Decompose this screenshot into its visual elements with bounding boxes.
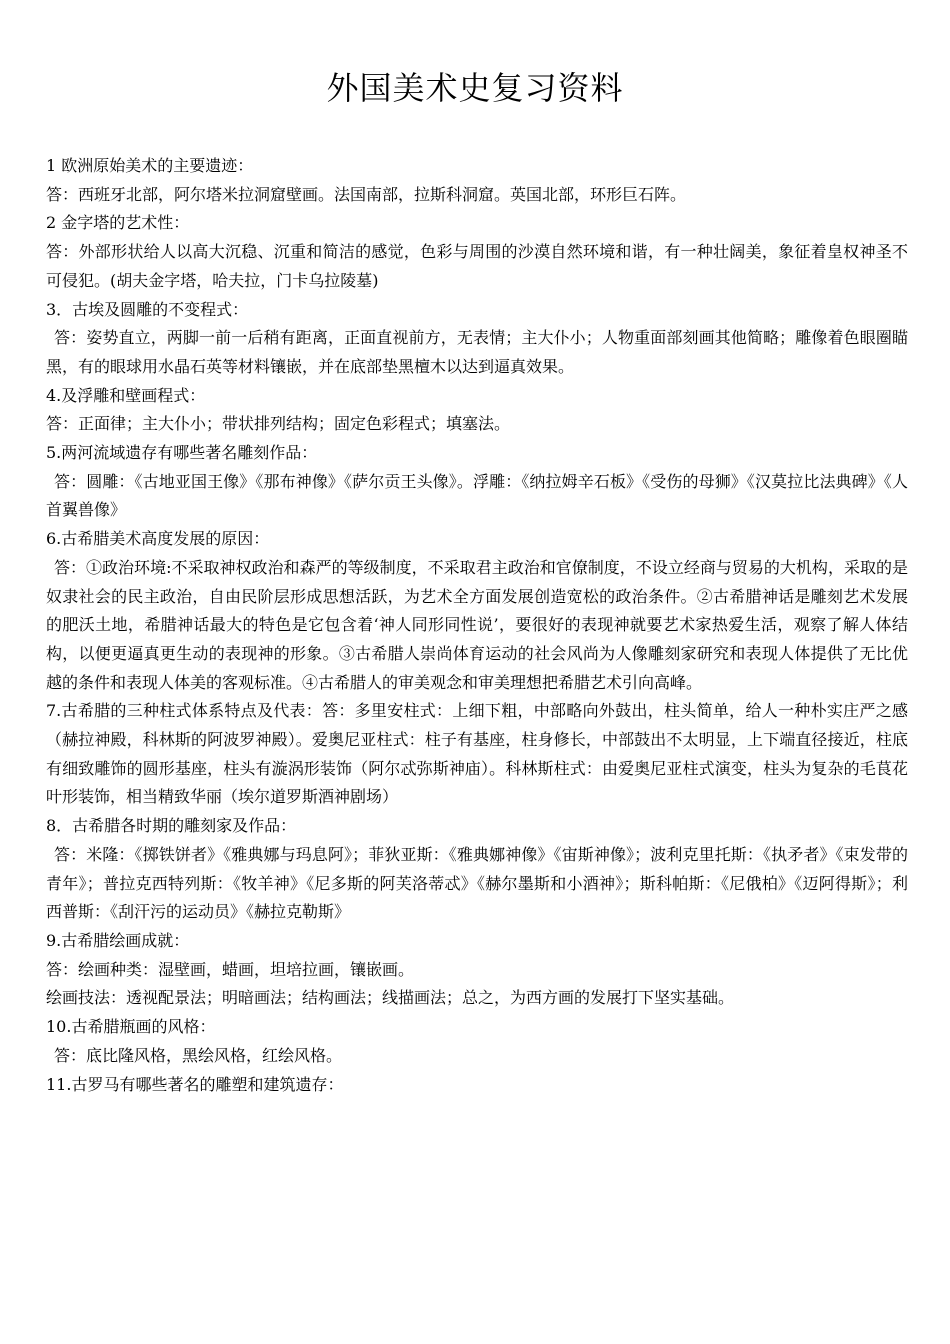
question-11-heading: 11.古罗马有哪些著名的雕塑和建筑遗存：	[46, 1074, 344, 1094]
answer-9-techniques: 绘画技法：透视配景法；明暗画法；结构画法；线描画法；总之，为西方画的发展打下坚实基础。	[46, 988, 735, 1008]
question-5-heading: 5.两河流域遗存有哪些著名雕刻作品：	[46, 443, 318, 463]
answer-2: 答：外部形状给人以高大沉稳、沉重和简洁的感觉，色彩与周围的沙漠自然环境和谐，有一种壮阔美，象征着皇权神圣不可侵犯。(胡夫金字塔，哈夫拉，门卡乌拉陵墓)	[46, 242, 908, 290]
question-2-heading: 2 金字塔的艺术性：	[46, 213, 190, 233]
question-9-heading: 9.古希腊绘画成就：	[46, 930, 190, 950]
question-10-heading: 10.古希腊瓶画的风格：	[46, 1017, 216, 1037]
answer-5: 答：圆雕：《古地亚国王像》《那布神像》《萨尔贡王头像》。浮雕：《纳拉姆辛石板》《受伤的母狮》《汉莫拉比法典碑》《人首翼兽像》	[46, 471, 908, 520]
question-1-heading: 1 欧洲原始美术的主要遗迹：	[46, 156, 254, 175]
question-8-heading: 8．古希腊各时期的雕刻家及作品：	[46, 816, 297, 836]
document-body	[46, 152, 908, 1099]
answer-6: 答：①政治环境:不采取神权政治和森严的等级制度，不采取君主政治和官僚制度，不设立经商与贸易的大机构，采取的是奴隶社会的民主政治，自由民阶层形成思想活跃，为艺术全方面发展创造宽松的政治条件。②古希腊神话是雕刻艺术发展的肥沃土地，希腊神话最大的特色是它包含着‘神人同形同性说’，要很好的表现神就要艺术家热爱生活，观察了解人体结构，以便更逼真更生动的表现神的形象。③古希腊人崇尚体育运动的社会风尚为人像雕刻家研究和表现人体提供了无比优越的条件和表现人体美的客观标准。④古希腊人的审美观念和审美理想把希腊艺术引向高峰。	[46, 557, 908, 692]
answer-4: 答：正面律；主大仆小；带状排列结构；固定色彩程式；填塞法。	[46, 414, 511, 434]
answer-10: 答：底比隆风格，黑绘风格，红绘风格。	[54, 1045, 343, 1065]
answer-3: 答：姿势直立，两脚一前一后稍有距离，正面直视前方，无表情；主大仆小；人物重面部刻画其他简略；雕像着色眼圈瞄黑，有的眼球用水晶石英等材料镶嵌，并在底部垫黑檀木以达到逼真效果。	[46, 328, 908, 376]
question-4-heading: 4.及浮雕和壁画程式：	[46, 385, 206, 405]
question-3-heading: 3．古埃及圆雕的不变程式：	[46, 299, 249, 319]
page-title: 外国美术史复习资料	[326, 69, 624, 107]
question-answer-7: 7.古希腊的三种柱式体系特点及代表：答：多里安柱式：上细下粗，中部略向外鼓出，柱头简单，给人一种朴实庄严之感（赫拉神殿，科林斯的阿波罗神殿）。爱奥尼亚柱式：柱子有基座，柱身修长，中部鼓出不太明显，上下端直径接近，柱底有细致雕饰的圆形基座，柱头有漩涡形装饰（阿尔忒弥斯神庙）。科林斯柱式：由爱奥尼亚柱式演变，柱头为复杂的毛茛花叶形装饰，相当精致华丽（埃尔道罗斯酒神剧场）	[46, 701, 908, 807]
answer-8: 答：米隆：《掷铁饼者》《雅典娜与玛息阿》；菲狄亚斯：《雅典娜神像》《宙斯神像》；波利克里托斯：《执矛者》《束发带的青年》；普拉克西特列斯：《牧羊神》《尼多斯的阿芙洛蒂忒》《赫尔墨斯和小酒神》；斯科帕斯：《尼俄柏》《迈阿得斯》；利西普斯：《刮汗污的运动员》《赫拉克勒斯》	[46, 844, 908, 922]
question-6-heading: 6.古希腊美术高度发展的原因：	[46, 529, 270, 549]
answer-1: 答：西班牙北部，阿尔塔米拉洞窟壁画。法国南部，拉斯科洞窟。英国北部，环形巨石阵。	[46, 184, 687, 204]
answer-9-types: 答：绘画种类：湿壁画，蜡画，坦培拉画，镶嵌画。	[46, 959, 415, 979]
